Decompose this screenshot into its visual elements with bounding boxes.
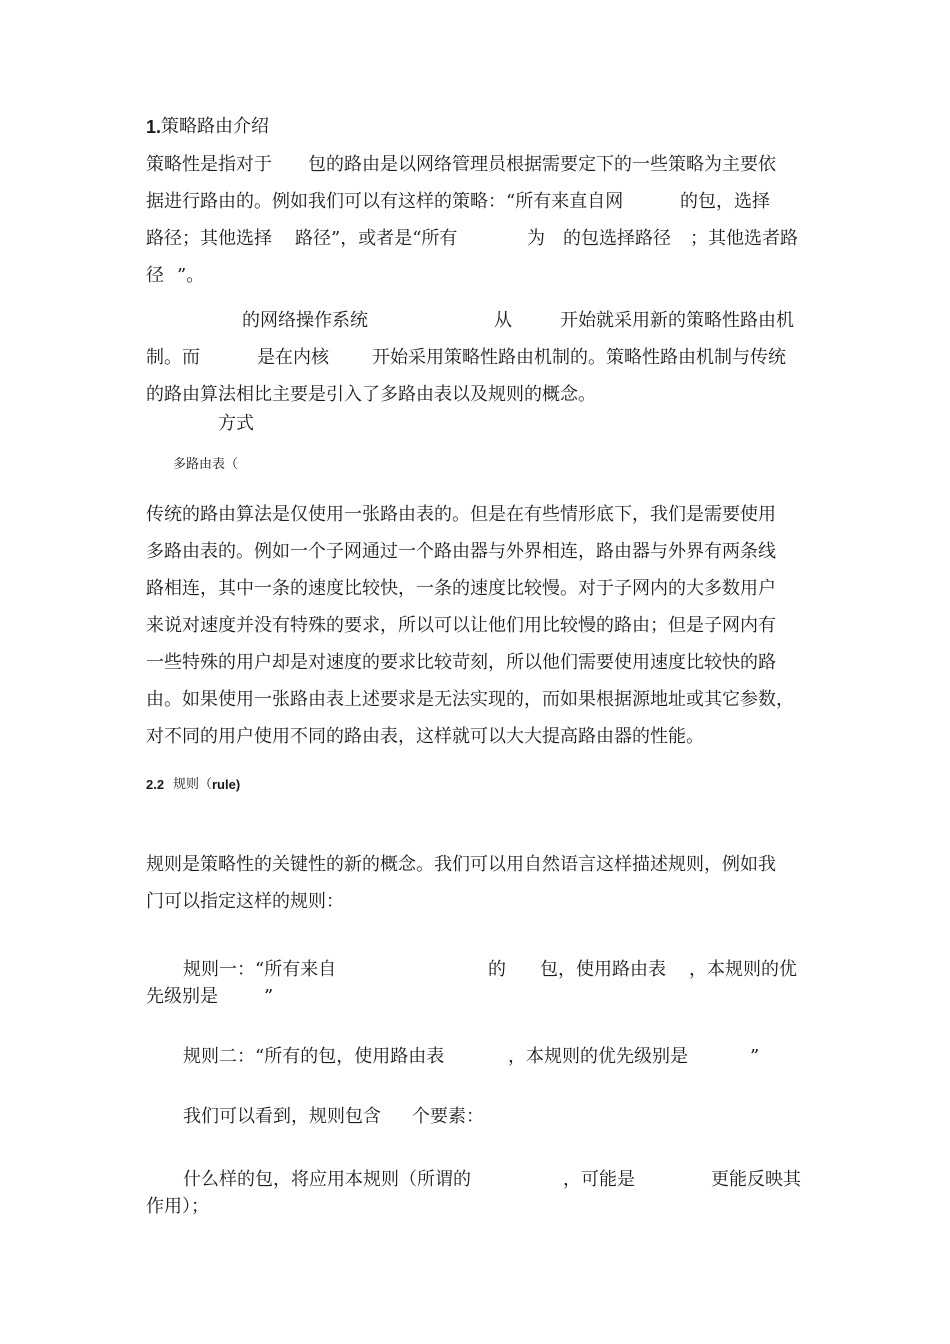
para-1-text: 路径；其他选择	[146, 228, 272, 249]
para-1-text: 为	[527, 228, 545, 249]
rule-1-text: 的	[488, 959, 506, 980]
para-3-line: 对不同的用户使用不同的路由表，这样就可以大大提高路由器的性能。	[146, 726, 704, 747]
para-1-text: 据进行路由的。例如我们可以有这样的策略：“所有来直自网	[146, 191, 624, 212]
rule-2-text: ”	[750, 1046, 760, 1067]
para-3-line: 多路由表的。例如一个子网通过一个路由器与外界相连，路由器与外界有两条线	[146, 541, 776, 562]
para-4-line: 规则是策略性的关键性的新的概念。我们可以用自然语言这样描述规则，例如我	[146, 854, 776, 875]
para-1-text: ”。	[177, 265, 205, 286]
para-5-text: 我们可以看到，规则包含	[183, 1106, 381, 1127]
para-1-text: 径	[146, 265, 164, 286]
para-3-line: 来说对速度并没有特殊的要求，所以可以让他们用比较慢的路由；但是子网内有	[146, 615, 776, 636]
section-heading-2-2-label: 规则（	[173, 777, 213, 792]
para-6-text: 什么样的包，将应用本规则（所谓的	[183, 1169, 471, 1190]
para-3-line: 路相连，其中一条的速度比较快，一条的速度比较慢。对于子网内的大多数用户	[146, 578, 776, 599]
para-5-text: 个要素：	[412, 1106, 484, 1127]
para-2-text: 的路由算法相比主要是引入了多路由表以及规则的概念。	[146, 384, 596, 405]
para-3-line: 一些特殊的用户却是对速度的要求比较苛刻，所以他们需要使用速度比较快的路	[146, 652, 776, 673]
para-1-text: 包的路由是以网络管理员根据需要定下的一些策略为主要依	[308, 154, 776, 175]
para-1-text: 的包，选择	[680, 191, 770, 212]
rule-1-text: 包，使用路由表	[540, 959, 666, 980]
rule-2-text: ，本规则的优先级别是	[508, 1046, 688, 1067]
para-2-text: 从	[494, 310, 512, 331]
para-3-line: 由。如果使用一张路由表上述要求是无法实现的，而如果根据源地址或其它参数，	[146, 689, 794, 710]
section-heading-2-2-rule: rule)	[212, 777, 241, 792]
rule-1-text: 先级别是	[146, 986, 218, 1007]
para-2-text: 是在内核	[257, 347, 329, 368]
para-2-text: 的网络操作系统	[242, 310, 368, 331]
para-6-text: ，可能是	[563, 1169, 635, 1190]
heading-number: 1.	[146, 117, 162, 137]
para-6-text: 作用）；	[146, 1196, 209, 1217]
rule-1-text: 规则一：“所有来自	[183, 959, 337, 980]
para-2-text: 开始采用策略性路由机制的。策略性路由机制与传统	[372, 347, 786, 368]
para-1-text: ；其他选者路	[690, 228, 798, 249]
heading-title: 策略路由介绍	[161, 116, 269, 137]
para-2-text: 开始就采用新的策略性路由机	[560, 310, 794, 331]
para-2-text: 制。而	[146, 347, 200, 368]
section-heading-2-1: 多路由表（	[173, 457, 239, 472]
para-1-text: 路径”，或者是“所有	[295, 228, 458, 249]
section-heading-2-2-number: 2.2	[146, 777, 165, 792]
method-label: 方式	[218, 413, 254, 434]
rule-1-text: ，本规则的优	[689, 959, 797, 980]
para-1-text: 策略性是指对于	[146, 154, 272, 175]
para-6-text: 更能反映其	[711, 1169, 801, 1190]
para-1-text: 的包选择路径	[563, 228, 671, 249]
para-3-line: 传统的路由算法是仅使用一张路由表的。但是在有些情形底下，我们是需要使用	[146, 504, 776, 525]
rule-1-text: ”	[264, 986, 274, 1007]
rule-2-text: 规则二：“所有的包，使用路由表	[183, 1046, 445, 1067]
para-4-line: 门可以指定这样的规则：	[146, 891, 344, 912]
